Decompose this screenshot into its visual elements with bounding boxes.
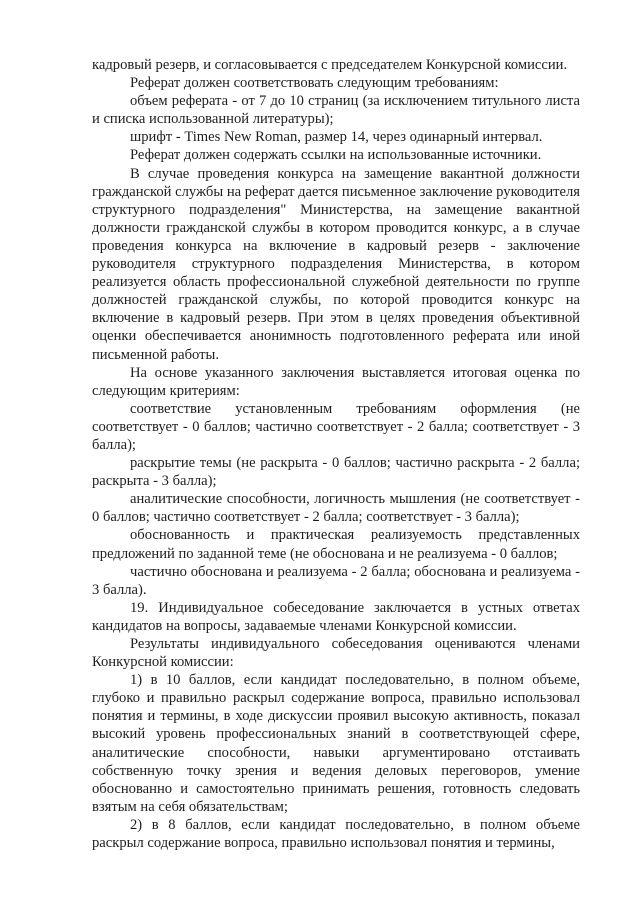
paragraph-criteria-intro: На основе указанного заключения выставляется итоговая оценка по следующим критериям:: [92, 364, 580, 399]
paragraph-19-interview: 19. Индивидуальное собеседование заключается в устных ответах кандидатов на вопросы, задаваемые членами Конкурсной комиссии.: [92, 599, 580, 634]
paragraph-volume: объем реферата - от 7 до 10 страниц (за исключением титульного листа и списка использованной литературы);: [92, 93, 580, 128]
criterion-topic: раскрытие темы (не раскрыта - 0 баллов; частично раскрыта - 2 балла; раскрыта - 3 балла);: [92, 455, 580, 490]
paragraph-interview-results: Результаты индивидуального собеседования оцениваются членами Конкурсной комиссии:: [92, 636, 580, 671]
paragraph-requirements-intro: Реферат должен соответствовать следующим требованиям:: [130, 75, 499, 92]
paragraph-continuation: кадровый резерв, и согласовывается с председателем Конкурсной комиссии.: [92, 57, 568, 73]
criterion-feasibility-cont: частично обоснована и реализуема - 2 балла; обоснована и реализуема - 3 балла).: [92, 563, 580, 598]
paragraph-font: шрифт - Times New Roman, размер 14, через одинарный интервал.: [130, 129, 543, 146]
criterion-formatting: соответствие установленным требованиям оформления (не соответствует - 0 баллов; частично соответствует - 2 балла; соответствует - 3 балла);: [92, 400, 580, 453]
paragraph-references: Реферат должен содержать ссылки на использованные источники.: [130, 147, 542, 164]
paragraph-conclusion: В случае проведения конкурса на замещение вакантной должности гражданской службы на реферат дается письменное заключение руководителя структурного подразделения" Министерства, на замещение вакантной должности гражданской службы в котором проводится конкурс, а в случае проведения конкурса на включение в кадровый резерв - заключение руководителя структурного подразделения Министерства, в котором реализуется область профессиональной служебной деятельности по группе должностей гражданской службы, по которой проводится конкурс на включение в кадровый резерв. При этом в целях проведения объективной оценки обеспечивается анонимность подготовленного реферата или иной письменной работы.: [92, 165, 580, 363]
score-10-points: 1) в 10 баллов, если кандидат последовательно, в полном объеме, глубоко и правильно раскрыл содержание вопроса, правильно использовал понятия и термины, в ходе дискуссии проявил высокую активность, показал высокий уровень профессиональных знаний в соответствующей сфере, аналитические способности, навыки аргументировано отстаивать собственную точку зрения и ведения деловых переговоров, умение обоснованно и самостоятельно принимать решения, готовность следовать взятым на себя обязательствам;: [92, 672, 580, 815]
criterion-analytics: аналитические способности, логичность мышления (не соответствует - 0 баллов; частично соответствует - 2 балла; соответствует - 3 балла);: [92, 491, 580, 526]
score-8-points: 2) в 8 баллов, если кандидат последовательно, в полном объеме раскрыл содержание вопроса, правильно использовал понятия и термины,: [92, 816, 580, 852]
criterion-feasibility: обоснованность и практическая реализуемость представленных предложений по заданной теме (не обоснована и не реализуема - 0 баллов;: [92, 527, 580, 562]
